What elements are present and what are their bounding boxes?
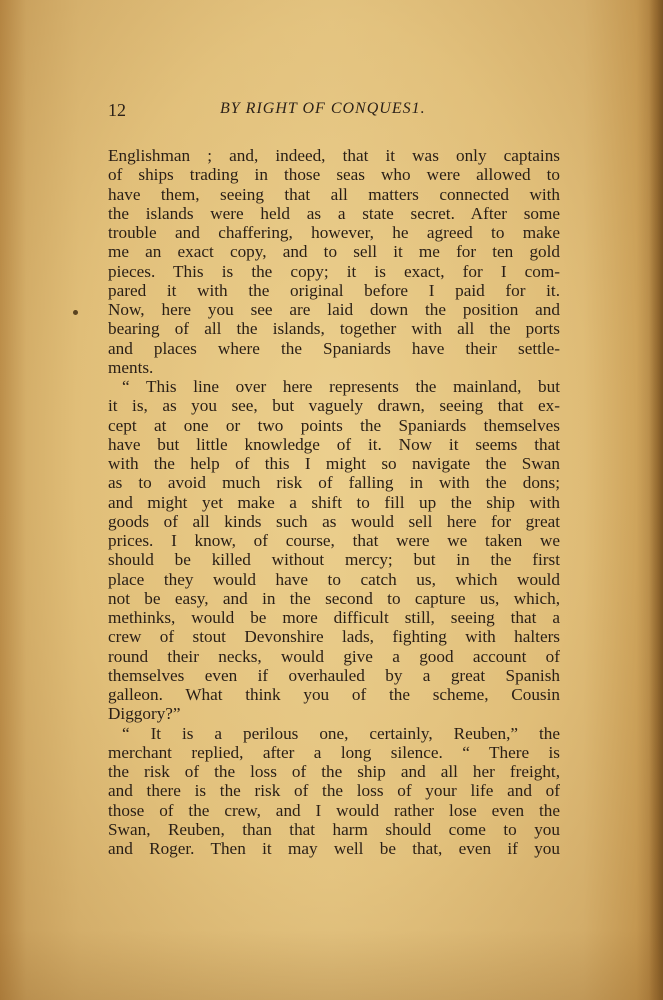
text-line: “ It is a perilous one, certainly, Reuben,” the bbox=[122, 723, 560, 743]
text-line: of ships trading in those seas who were allowed to bbox=[108, 165, 560, 185]
text-line: not be easy, and in the second to capture us, which, bbox=[108, 588, 560, 608]
text-line: trouble and chaffering, however, he agreed to make bbox=[108, 223, 560, 242]
text-line: Swan, Reuben, than that harm should come to you bbox=[108, 819, 560, 839]
text-line: and might yet make a shift to fill up the ship with bbox=[108, 492, 560, 512]
text-line: goods of all kinds such as would sell here for great bbox=[108, 511, 560, 531]
text-line: the islands were held as a state secret. After some bbox=[108, 203, 560, 223]
page-header bbox=[108, 100, 558, 126]
text-line: themselves even if overhauled by a great Spanish bbox=[108, 665, 560, 685]
text-line: methinks, would be more difficult still, seeing that a bbox=[108, 608, 560, 627]
text-line: Englishman ; and, indeed, that it was only captains bbox=[108, 146, 560, 165]
body-text bbox=[108, 146, 560, 858]
text-line: ments. bbox=[108, 357, 154, 377]
margin-dot-mark bbox=[73, 310, 78, 315]
text-line: and Roger. Then it may well be that, even if you bbox=[108, 839, 560, 858]
page-number: 12 bbox=[108, 100, 126, 120]
text-line: those of the crew, and I would rather lose even the bbox=[108, 800, 560, 820]
text-line: Now, here you see are laid down the position and bbox=[108, 300, 560, 319]
text-line: galleon. What think you of the scheme, Cousin bbox=[108, 685, 560, 704]
text-line: round their necks, would give a good account of bbox=[108, 646, 560, 666]
text-line: crew of stout Devonshire lads, fighting with halters bbox=[108, 627, 560, 647]
text-line: pieces. This is the copy; it is exact, for I com- bbox=[108, 261, 560, 281]
text-line: bearing of all the islands, together with all the ports bbox=[108, 319, 560, 339]
text-line: as to avoid much risk of falling in with the dons; bbox=[108, 473, 560, 493]
text-line: should be killed without mercy; but in the first bbox=[108, 550, 560, 570]
text-line: Diggory?” bbox=[108, 704, 181, 724]
text-line: merchant replied, after a long silence. “ There is bbox=[108, 742, 560, 762]
text-line: the risk of the loss of the ship and all her freight, bbox=[108, 762, 560, 781]
page-edge-shadow bbox=[649, 0, 663, 1000]
running-title: BY RIGHT OF CONQUES1. bbox=[220, 100, 426, 117]
text-line: have them, seeing that all matters connected with bbox=[108, 184, 560, 204]
text-line: pared it with the original before I paid for it. bbox=[108, 280, 560, 300]
text-line: me an exact copy, and to sell it me for ten gold bbox=[108, 242, 560, 262]
text-line: with the help of this I might so navigate the Swan bbox=[108, 454, 560, 473]
text-line: and there is the risk of the loss of your life and of bbox=[108, 781, 560, 801]
text-line: and places where the Spaniards have their settle- bbox=[108, 338, 560, 358]
text-line: “ This line over here represents the mainland, but bbox=[122, 377, 560, 396]
text-line: cept at one or two points the Spaniards themselves bbox=[108, 415, 560, 435]
text-line: have but little knowledge of it. Now it seems that bbox=[108, 434, 560, 454]
text-line: prices. I know, of course, that were we taken we bbox=[108, 531, 560, 550]
text-line: place they would have to catch us, which would bbox=[108, 569, 560, 589]
text-line: it is, as you see, but vaguely drawn, seeing that ex- bbox=[108, 396, 560, 416]
